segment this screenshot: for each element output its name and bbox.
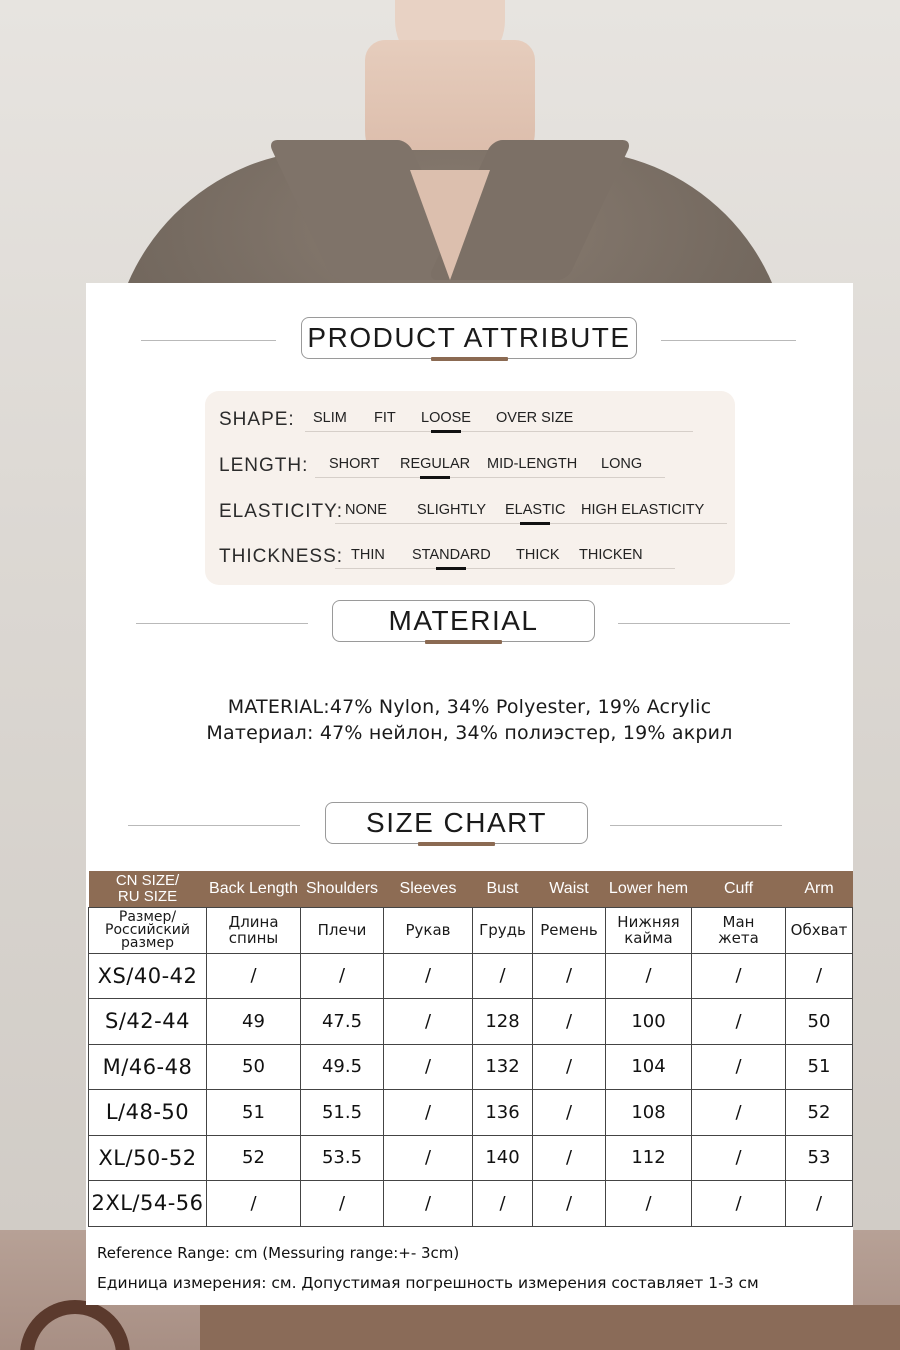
attribute-label: THICKNESS: <box>219 546 344 567</box>
reference-range-ru: Единица измерения: см. Допустимая погрешность измерения составляет 1-3 см <box>97 1274 759 1292</box>
size-header-cell-ru: Нижняя кайма <box>606 907 692 953</box>
attribute-option: FIT <box>374 410 396 426</box>
size-value-cell: 49.5 <box>301 1044 384 1090</box>
info-card <box>86 283 853 1305</box>
size-chart-table <box>88 871 853 1227</box>
attribute-rule <box>315 477 665 478</box>
attribute-option: THIN <box>351 547 385 563</box>
size-value-cell: / <box>473 1181 533 1227</box>
size-value-cell: / <box>533 1090 606 1136</box>
size-value-cell: 52 <box>786 1090 853 1136</box>
title-accent <box>431 357 508 361</box>
size-label-cell: XS/40-42 <box>89 953 207 999</box>
attribute-section-header <box>86 317 853 363</box>
size-row <box>89 1135 853 1181</box>
size-row <box>89 953 853 999</box>
attribute-row <box>205 405 735 435</box>
size-value-cell: / <box>533 999 606 1045</box>
size-value-cell: 53 <box>786 1135 853 1181</box>
size-value-cell: / <box>692 999 786 1045</box>
attribute-row <box>205 451 735 481</box>
header-rule-left <box>136 623 308 624</box>
size-header-cell: Shoulders <box>301 871 384 907</box>
header-rule-right <box>618 623 790 624</box>
attribute-label: LENGTH: <box>219 455 309 476</box>
size-value-cell: 128 <box>473 999 533 1045</box>
attribute-option: SLIGHTLY <box>417 502 487 518</box>
size-chart-title: SIZE CHART <box>325 802 588 844</box>
size-value-cell: / <box>473 953 533 999</box>
size-section-header <box>86 802 853 848</box>
size-header-cell-ru: Плечи <box>301 907 384 953</box>
attribute-option: THICKEN <box>579 547 643 563</box>
size-header-cell-ru: Рукав <box>384 907 473 953</box>
size-value-cell: / <box>301 953 384 999</box>
size-value-cell: 136 <box>473 1090 533 1136</box>
size-value-cell: / <box>207 1181 301 1227</box>
model-skirt <box>200 1305 900 1350</box>
attribute-option-selected: STANDARD <box>412 547 491 563</box>
size-row <box>89 1044 853 1090</box>
header-rule-left <box>141 340 276 341</box>
header-rule-right <box>661 340 796 341</box>
size-header-row <box>89 871 853 907</box>
size-header-cell-ru: Ман жета <box>692 907 786 953</box>
size-value-cell: / <box>533 1044 606 1090</box>
size-header-row-ru <box>89 907 853 953</box>
attribute-row <box>205 497 735 527</box>
size-value-cell: 50 <box>786 999 853 1045</box>
attribute-option: OVER SIZE <box>496 410 574 426</box>
size-header-cell-ru: Длина спины <box>207 907 301 953</box>
size-header-cell: Cuff <box>692 871 786 907</box>
size-value-cell: / <box>606 1181 692 1227</box>
size-value-cell: / <box>384 1090 473 1136</box>
reference-range-en: Reference Range: cm (Messuring range:+- 3cm) <box>97 1244 460 1262</box>
attribute-option: SHORT <box>329 456 380 472</box>
attribute-option: MID-LENGTH <box>487 456 578 472</box>
size-value-cell: 112 <box>606 1135 692 1181</box>
size-value-cell: / <box>606 953 692 999</box>
size-row <box>89 999 853 1045</box>
size-header-cell-ru: Размер/ Российский размер <box>89 907 207 953</box>
attribute-rule <box>305 431 693 432</box>
size-row <box>89 1181 853 1227</box>
size-value-cell: / <box>384 953 473 999</box>
size-value-cell: / <box>692 1135 786 1181</box>
material-en: MATERIAL:47% Nylon, 34% Polyester, 19% Acrylic <box>227 696 712 718</box>
size-header-cell: Waist <box>533 871 606 907</box>
size-value-cell: / <box>692 953 786 999</box>
size-value-cell: 100 <box>606 999 692 1045</box>
size-value-cell: / <box>384 999 473 1045</box>
material-section-header <box>86 600 853 646</box>
size-value-cell: / <box>533 1181 606 1227</box>
size-header-cell-ru: Грудь <box>473 907 533 953</box>
size-value-cell: / <box>384 1044 473 1090</box>
attribute-panel <box>205 391 735 585</box>
size-label-cell: M/46-48 <box>89 1044 207 1090</box>
attribute-label: ELASTICITY: <box>219 501 343 522</box>
size-value-cell: 104 <box>606 1044 692 1090</box>
size-value-cell: / <box>533 953 606 999</box>
size-header-cell: Sleeves <box>384 871 473 907</box>
size-label-cell: 2XL/54-56 <box>89 1181 207 1227</box>
size-value-cell: 51.5 <box>301 1090 384 1136</box>
size-value-cell: 108 <box>606 1090 692 1136</box>
size-value-cell: / <box>384 1135 473 1181</box>
size-value-cell: 51 <box>207 1090 301 1136</box>
size-value-cell: / <box>301 1181 384 1227</box>
size-value-cell: / <box>692 1044 786 1090</box>
attribute-title: PRODUCT ATTRIBUTE <box>301 317 637 359</box>
size-value-cell: 51 <box>786 1044 853 1090</box>
size-header-cell: CN SIZE/ RU SIZE <box>89 871 207 907</box>
size-value-cell: 47.5 <box>301 999 384 1045</box>
size-header-cell-ru: Обхват <box>786 907 853 953</box>
attribute-rule <box>335 568 675 569</box>
size-value-cell: / <box>786 953 853 999</box>
attribute-option: SLIM <box>313 410 347 426</box>
header-rule-left <box>128 825 300 826</box>
size-label-cell: S/42-44 <box>89 999 207 1045</box>
size-value-cell: 49 <box>207 999 301 1045</box>
size-value-cell: 140 <box>473 1135 533 1181</box>
size-label-cell: L/48-50 <box>89 1090 207 1136</box>
attribute-row <box>205 542 735 572</box>
attribute-option-selected: LOOSE <box>421 410 471 426</box>
size-label-cell: XL/50-52 <box>89 1135 207 1181</box>
title-accent <box>425 640 502 644</box>
size-value-cell: 53.5 <box>301 1135 384 1181</box>
attribute-option: LONG <box>601 456 643 472</box>
size-value-cell: / <box>786 1181 853 1227</box>
size-value-cell: 50 <box>207 1044 301 1090</box>
header-rule-right <box>610 825 782 826</box>
size-value-cell: / <box>692 1181 786 1227</box>
size-header-cell-ru: Ремень <box>533 907 606 953</box>
size-value-cell: / <box>384 1181 473 1227</box>
attribute-option: HIGH ELASTICITY <box>581 502 705 518</box>
material-title: MATERIAL <box>332 600 595 642</box>
size-value-cell: 52 <box>207 1135 301 1181</box>
size-header-cell: Lower hem <box>606 871 692 907</box>
size-row <box>89 1090 853 1136</box>
size-header-cell: Bust <box>473 871 533 907</box>
attribute-option: THICK <box>516 547 560 563</box>
title-accent <box>418 842 495 846</box>
attribute-option: NONE <box>345 502 387 518</box>
size-value-cell: 132 <box>473 1044 533 1090</box>
attribute-option-selected: ELASTIC <box>505 502 566 518</box>
size-header-cell: Back Length <box>207 871 301 907</box>
size-value-cell: / <box>533 1135 606 1181</box>
size-value-cell: / <box>692 1090 786 1136</box>
size-value-cell: / <box>207 953 301 999</box>
size-header-cell: Arm <box>786 871 853 907</box>
material-ru: Материал: 47% нейлон, 34% полиэстер, 19% акрил <box>206 722 733 744</box>
attribute-option-selected: REGULAR <box>400 456 471 472</box>
attribute-label: SHAPE: <box>219 409 295 430</box>
